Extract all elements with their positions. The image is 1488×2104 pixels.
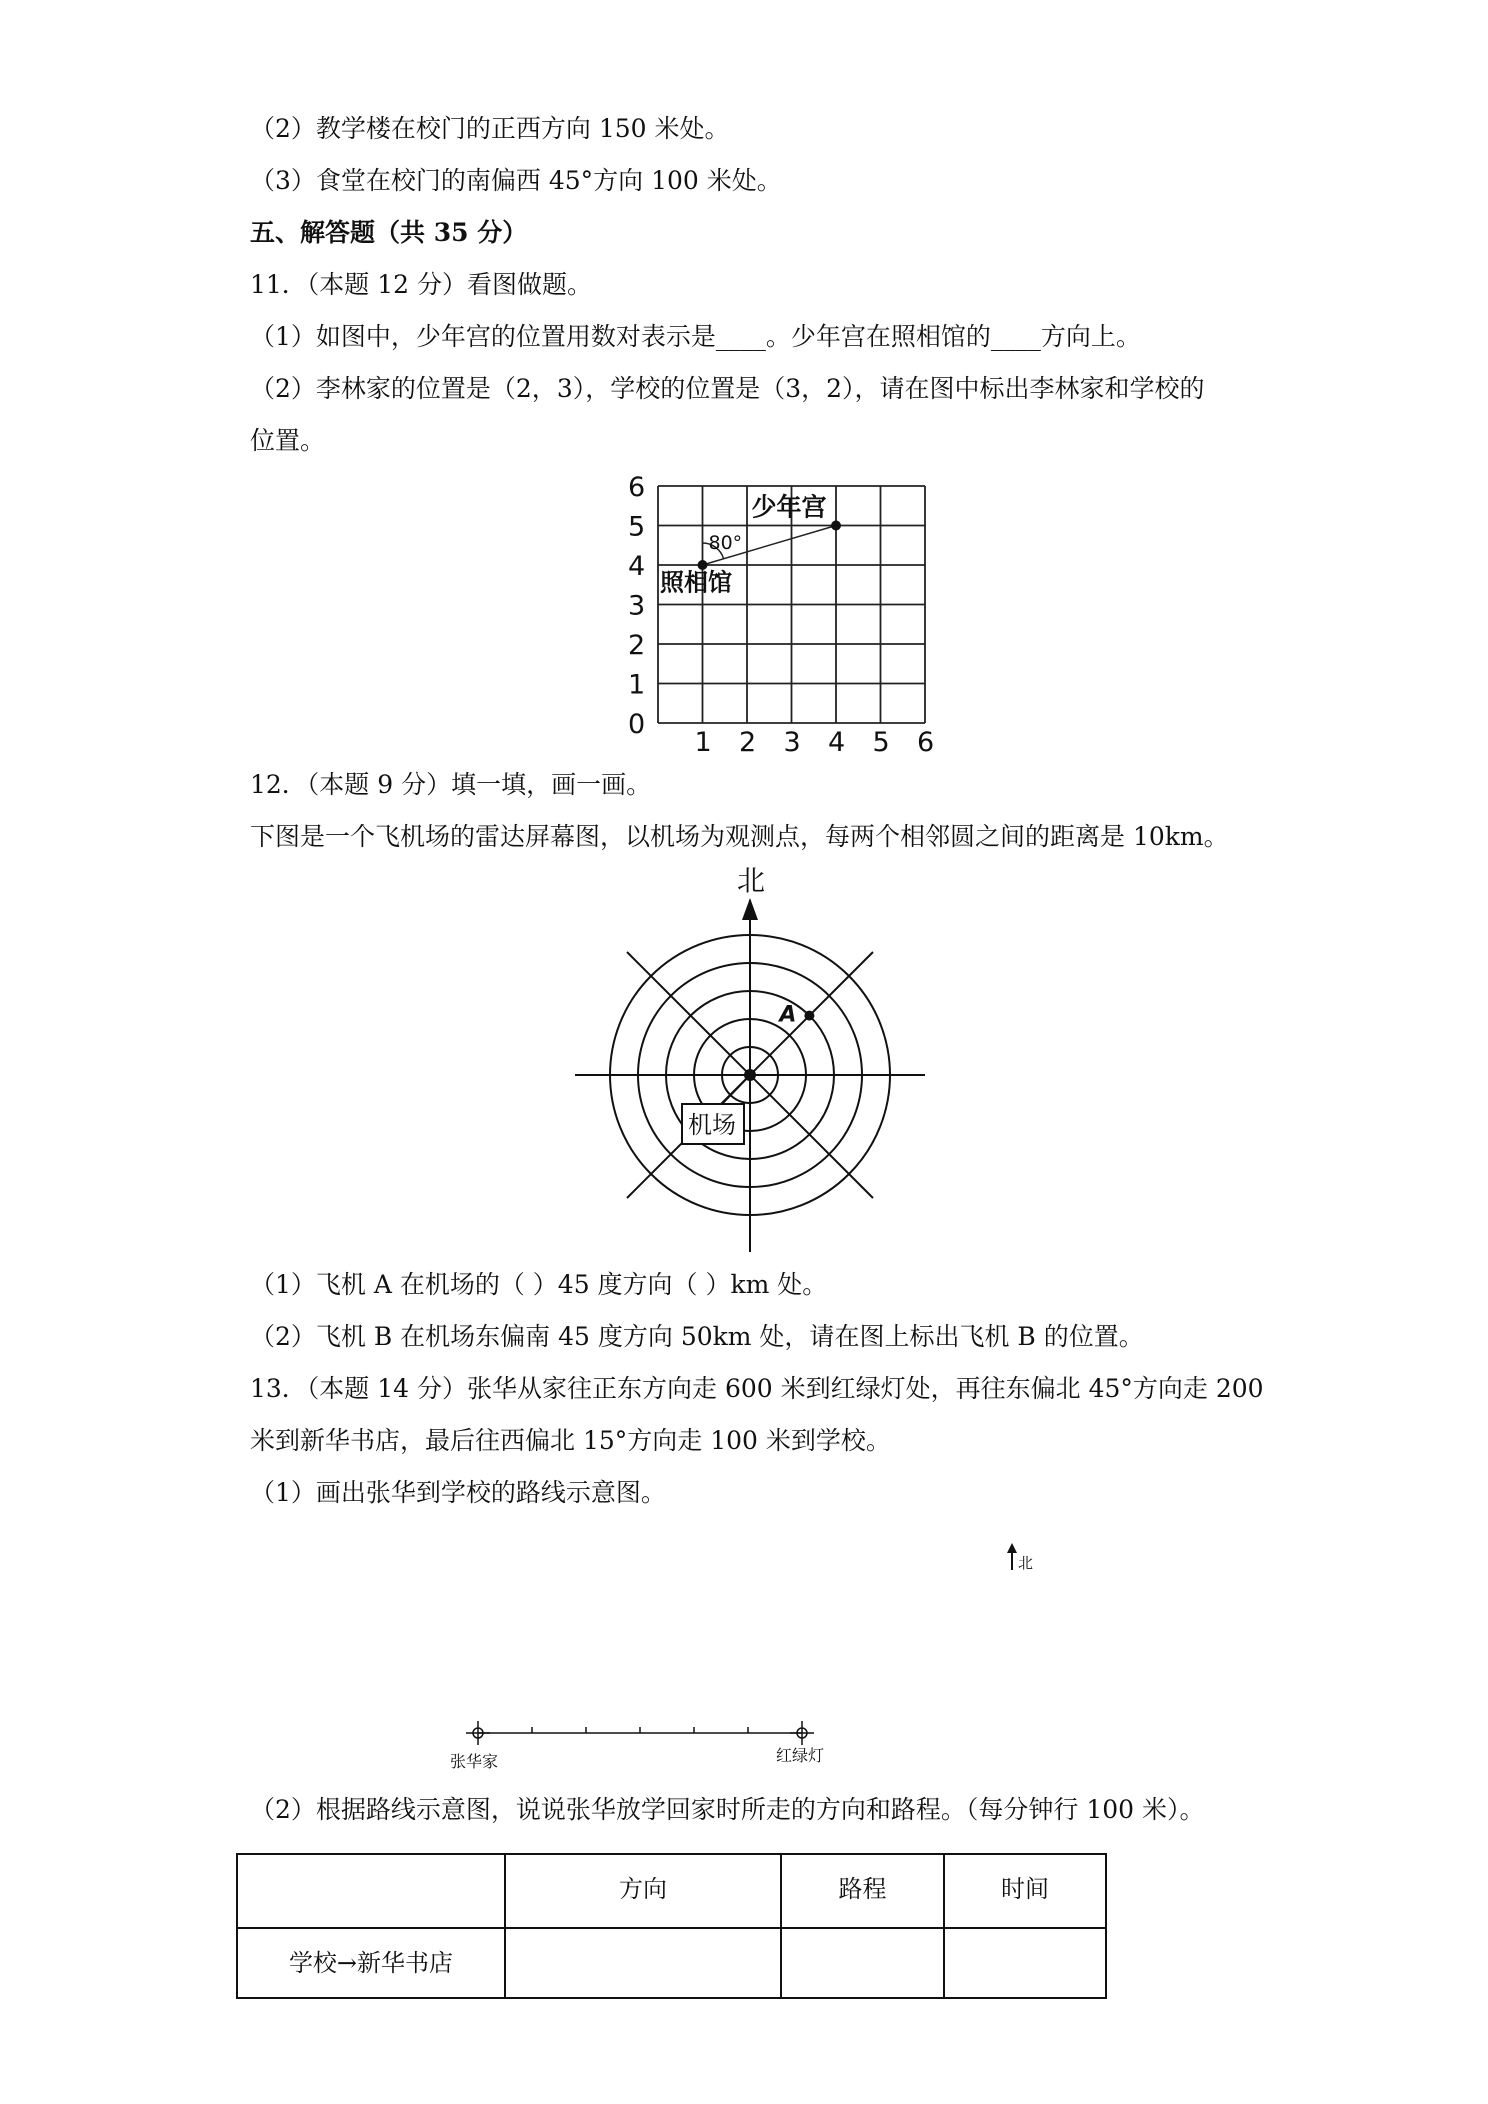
table-cell-time[interactable] [944, 1928, 1106, 1998]
table-cell-direction[interactable] [505, 1928, 781, 1998]
home-compass-icon [466, 1721, 490, 1745]
y-tick-label: 4 [628, 551, 646, 582]
table-cell-route: 学校→新华书店 [237, 1928, 505, 1998]
q12-title: 12．（本题 9 分）填一填，画一画。 [250, 770, 652, 799]
x-tick-label: 1 [694, 727, 712, 758]
q11-title: 11．（本题 12 分）看图做题。 [250, 270, 593, 299]
youth-palace-label: 少年宫 [751, 492, 827, 522]
y-tick-label: 6 [628, 472, 646, 503]
q13-part1: （1）画出张华到学校的路线示意图。 [250, 1478, 666, 1507]
q13-title-cont: 米到新华书店，最后往西偏北 15°方向走 100 米到学校。 [250, 1426, 891, 1455]
plane-a-point [804, 1011, 814, 1021]
q10-part3: （3）食堂在校门的南偏西 45°方向 100 米处。 [250, 166, 782, 195]
answer-table [236, 1853, 1107, 1999]
q11-part1: （1）如图中，少年宫的位置用数对表示是____。少年宫在照相馆的____方向上。 [250, 322, 1141, 351]
traffic-light-compass-icon [790, 1721, 814, 1745]
airport-pointer [720, 1075, 750, 1106]
airport-label: 机场 [688, 1111, 736, 1139]
y-tick-label: 1 [628, 669, 646, 701]
y-tick-label: 0 [628, 709, 646, 740]
table-header-direction: 方向 [505, 1854, 781, 1928]
traffic-light-label: 红绿灯 [776, 1746, 825, 1765]
q12-part2: （2）飞机 B 在机场东偏南 45 度方向 50km 处，请在图上标出飞机 B 的位置。 [250, 1322, 1144, 1351]
table-cell-distance[interactable] [781, 1928, 944, 1998]
x-tick-label: 6 [917, 727, 935, 758]
q13-title: 13．（本题 14 分）张华从家往正东方向走 600 米到红绿灯处，再往东偏北 45°方向走 200 [250, 1374, 1264, 1403]
table-row [237, 1928, 1106, 1998]
plane-a-label: A [779, 1002, 797, 1028]
table-header-cell [237, 1854, 505, 1928]
q10-part2: （2）教学楼在校门的正西方向 150 米处。 [250, 114, 730, 143]
youth-palace-point [831, 521, 841, 531]
x-tick-label: 3 [783, 727, 801, 758]
y-tick-label: 5 [628, 511, 646, 543]
north-arrow-icon [742, 898, 758, 920]
q12-part1: （1）飞机 A 在机场的（ ）45 度方向（ ）km 处。 [250, 1270, 828, 1299]
coordinate-grid-figure [580, 472, 935, 758]
radar-screen-figure [570, 860, 930, 1255]
y-tick-label: 3 [628, 590, 646, 622]
q11-part2: （2）李林家的位置是（2，3），学校的位置是（3，2），请在图中标出李林家和学校的 [250, 374, 1205, 403]
q12-description: 下图是一个飞机场的雷达屏幕图，以机场为观测点，每两个相邻圆之间的距离是 10km。 [250, 822, 1229, 851]
table-header-distance: 路程 [781, 1854, 944, 1928]
q11-part2-cont: 位置。 [250, 426, 326, 455]
table-header-time: 时间 [944, 1854, 1106, 1928]
section-heading: 五、解答题（共 35 分） [250, 218, 528, 247]
x-tick-label: 2 [739, 727, 757, 758]
north-label: 北 [737, 864, 766, 897]
table-header-row [237, 1854, 1106, 1928]
route-figure [440, 1535, 1060, 1790]
north-arrow-icon [1007, 1543, 1017, 1553]
x-tick-label: 4 [828, 727, 846, 758]
angle-label: 80° [708, 532, 743, 554]
x-tick-label: 5 [872, 727, 890, 758]
north-label: 北 [1018, 1554, 1034, 1572]
q13-part2: （2）根据路线示意图，说说张华放学回家时所走的方向和路程。（每分钟行 100 米）。 [250, 1795, 1205, 1824]
photo-studio-label: 照相馆 [660, 568, 732, 597]
home-label: 张华家 [450, 1752, 499, 1771]
y-tick-label: 2 [628, 630, 646, 661]
